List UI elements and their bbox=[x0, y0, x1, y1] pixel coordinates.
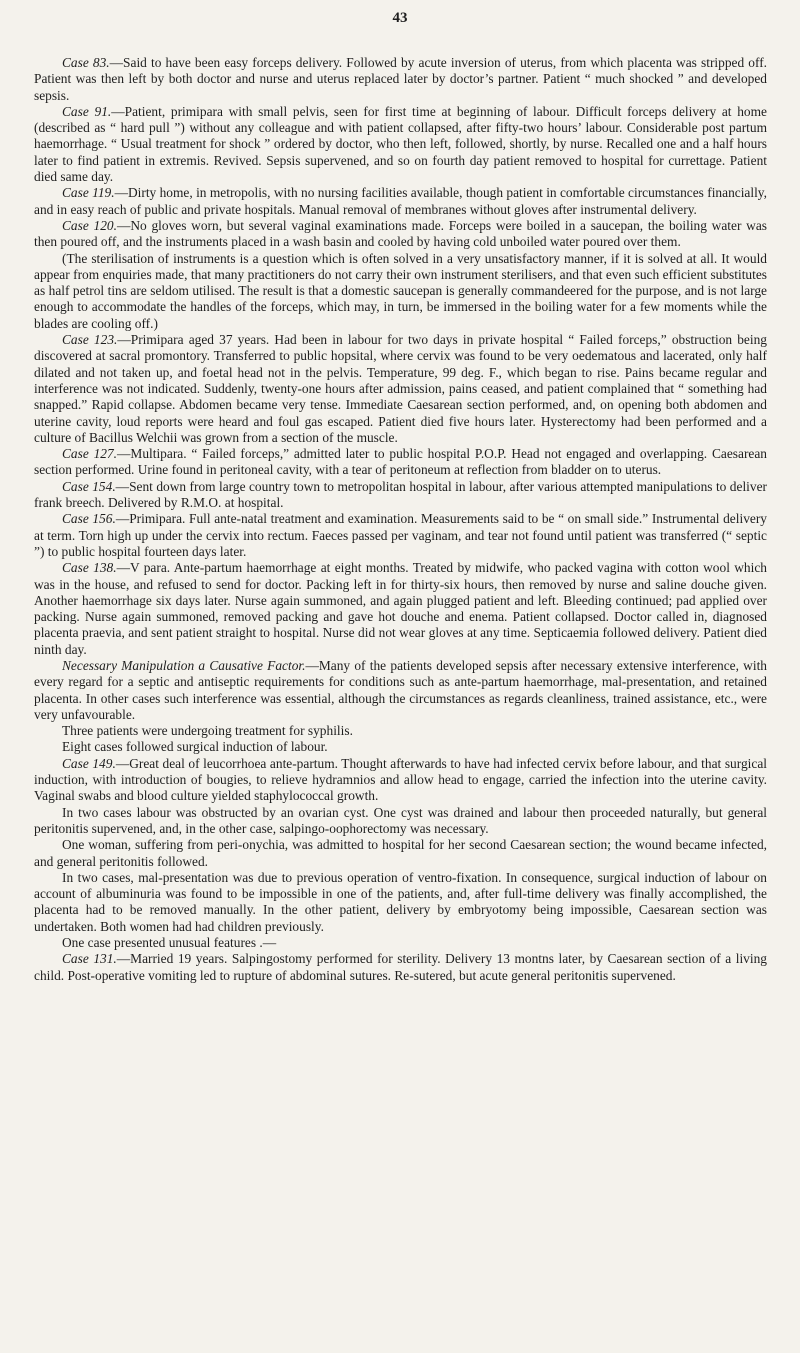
paragraph bbox=[34, 446, 767, 479]
paragraph bbox=[34, 104, 767, 185]
paragraph-text: Three patients were undergoing treatment for syphilis. bbox=[62, 723, 353, 739]
paragraph-text: —Married 19 years. Salpingostomy performed for sterility. Delivery 13 montns later, by Caesarean section of a living child. Post-operative vomiting led to rupture of abdominal sutures. Re-sutered, but acute general peritonitis supervened. bbox=[34, 951, 767, 983]
paragraph-text: —Said to have been easy forceps delivery. Followed by acute inversion of uterus, from which placenta was stripped off. Patient was then left by both doctor and nurse and uterus replaced later by doctor’s partner. Patient “ much shocked ” and developed sepsis. bbox=[34, 55, 767, 103]
paragraph-text: —Primipara. Full ante-natal treatment and examination. Measurements said to be “ on small side.” Instrumental delivery at term. Torn high up under the cervix into rectum. Faeces passed per vaginam, and tear not found until patient was transferred (“ septic ”) to public hospital fourteen days later. bbox=[34, 511, 767, 559]
case-label: Necessary Manipulation a Causative Factor. bbox=[62, 657, 306, 673]
paragraph-text: —Many of the patients developed sepsis after necessary extensive interference, with every regard for a septic and antiseptic requirements for conditions such as ante-partum haemorrhage, mal-presentation, and retained placenta. In other cases such interference was essential, although the circumstances as regards cleanliness, trained assistance, etc., were very unfavourable. bbox=[34, 657, 767, 722]
case-label: Case 131. bbox=[62, 951, 117, 967]
case-label: Case 154. bbox=[62, 478, 116, 494]
paragraph-text: Eight cases followed surgical induction of labour. bbox=[62, 739, 328, 755]
paragraph bbox=[34, 870, 767, 935]
body-text bbox=[34, 55, 767, 984]
paragraph bbox=[34, 658, 767, 723]
paragraph bbox=[34, 560, 767, 658]
case-label: Case 138. bbox=[62, 560, 117, 576]
paragraph-text: —Primipara aged 37 years. Had been in labour for two days in private hospital “ Failed forceps,” obstruction being discovered at sacral promontory. Transferred to public hopsital, where cervix was found to be very oedematous and lacerated, only half dilated and not taken up, and foetal head not in the pelvis. Temperature, 99 deg. F., which began to rise. Pains became regular and interference was not indicated. Suddenly, twenty-one hours after admission, pains ceased, and patient complained that “ something had snapped.” Rapid collapse. Abdomen became very tense. Immediate Caesarean section performed, and, on opening both abdomen and uterine cavity, loud reports were heard and foul gas escaped. Patient died five hours later. Hysterectomy had been performed and a culture of Bacillus Welchii was grown from a section of the muscle. bbox=[34, 332, 767, 445]
case-label: Case 127. bbox=[62, 446, 118, 462]
paragraph-text: —Sent down from large country town to metropolitan hospital in labour, after various attempted manipulations to deliver frank breech. Delivered by R.M.O. at hospital. bbox=[34, 478, 767, 511]
case-label: Case 120. bbox=[62, 217, 117, 233]
paragraph-text: —Patient, primipara with small pelvis, seen for first time at beginning of labour. Difficult forceps delivery at home (described as “ hard pull ”) without any colleague and with patient collapsed, after fifty-two hours’ labour. Considerable post partum haemorrhage. “ Usual treatment for shock ” ordered by doctor, who then left, followed, shortly, by nurse. Recalled one and a half hours later to find patient in extremis. Revived. Sepsis supervened, and so on fourth day patient removed to hospital for currettage. Patient died same day. bbox=[34, 103, 767, 185]
case-label: Case 149. bbox=[62, 755, 116, 771]
paragraph bbox=[34, 756, 767, 805]
case-label: Case 156. bbox=[62, 511, 116, 527]
page-number: 43 bbox=[392, 10, 408, 26]
case-label: Case 83. bbox=[62, 55, 110, 70]
paragraph-text: (The sterilisation of instruments is a question which is often solved in a very unsatisfactory manner, if it is solved at all. It would appear from enquiries made, that many practitioners do not carry their own instrument sterilisers, and that even such efficient substitutes as half petrol tins are seldom utilised. The result is that a domestic saucepan is generally commandeered for the purpose, and is not large enough to accommodate the handles of the forceps, which may, in turn, be immersed in the boiling water for a few moments while the blades are cooling off.) bbox=[34, 250, 767, 331]
paragraph-text: —No gloves worn, but several vaginal examinations made. Forceps were boiled in a saucepan, the boiling water was then poured off, and the instruments placed in a wash basin and cooled by having cold unboiled water poured over them. bbox=[34, 217, 767, 250]
paragraph bbox=[34, 332, 767, 446]
paragraph-text: —Multipara. “ Failed forceps,” admitted later to public hospital P.O.P. Head not engaged and overlapping. Caesarean section performed. Urine found in peritoneal cavity, with a tear of peritoneum at reflection from bladder on to uterus. bbox=[34, 446, 767, 478]
paragraph bbox=[34, 951, 767, 984]
paragraph bbox=[34, 935, 767, 951]
paragraph-text: One woman, suffering from peri-onychia, was admitted to hospital for her second Caesarean section; the wound became infected, and general peritonitis followed. bbox=[34, 837, 767, 869]
paragraph-text: One case presented unusual features .— bbox=[62, 935, 277, 951]
paragraph bbox=[34, 837, 767, 870]
paragraph bbox=[34, 251, 767, 332]
paragraph-text: —Dirty home, in metropolis, with no nursing facilities available, though patient in comfortable circumstances financially, and in easy reach of public and private hospitals. Manual removal of membranes without gloves after instrumental delivery. bbox=[34, 185, 767, 217]
paragraph bbox=[34, 805, 767, 838]
paragraph bbox=[34, 479, 767, 512]
paragraph bbox=[34, 55, 767, 104]
paragraph bbox=[34, 739, 767, 755]
paragraph-text: In two cases labour was obstructed by an ovarian cyst. One cyst was drained and labour then proceeded naturally, but general peritonitis supervened, and, in the other case, salpingo-oophorectomy was necessary. bbox=[34, 804, 767, 836]
paragraph bbox=[34, 185, 767, 218]
case-label: Case 119. bbox=[62, 185, 115, 201]
paragraph bbox=[34, 723, 767, 739]
paragraph bbox=[34, 218, 767, 251]
case-label: Case 123. bbox=[62, 332, 118, 348]
case-label: Case 91. bbox=[62, 103, 112, 119]
paragraph bbox=[34, 511, 767, 560]
paragraph-text: —Great deal of leucorrhoea ante-partum. Thought afterwards to have had infected cervix before labour, and that surgical induction, with introduction of bougies, to relieve hydramnios and allow head to engage, carried the infection into the uterine cavity. Vaginal swabs and blood culture yielded staphylococcal growth. bbox=[34, 755, 767, 804]
paragraph-text: —V para. Ante-partum haemorrhage at eight months. Treated by midwife, who packed vagina with cotton wool which was in the house, and refused to send for doctor. Packing left in for thirty-six hours, then removed by nurse and saline douche given. Another haemorrhage six days later. Nurse again summoned, and again plugged patient and left. Bleeding continued; pad applied over packing. Nurse again summoned, removed packing and gave hot douche and enema. Patient collapsed. Doctor called in, diagnosed placenta praevia, and sent patient straight to hospital. Nurse did not wear gloves at any time. Septicaemia followed delivery. Patient died ninth day. bbox=[34, 560, 767, 657]
paragraph-text: In two cases, mal-presentation was due to previous operation of ventro-fixation. In consequence, surgical induction of labour on account of albuminuria was found to be impossible in one of the patients, and, after full-time delivery was finally accomplished, the placenta had to be removed manually. In the other patient, delivery by embryotomy being impossible, Caesarean section was undertaken. Both women had had children previously. bbox=[34, 869, 767, 934]
